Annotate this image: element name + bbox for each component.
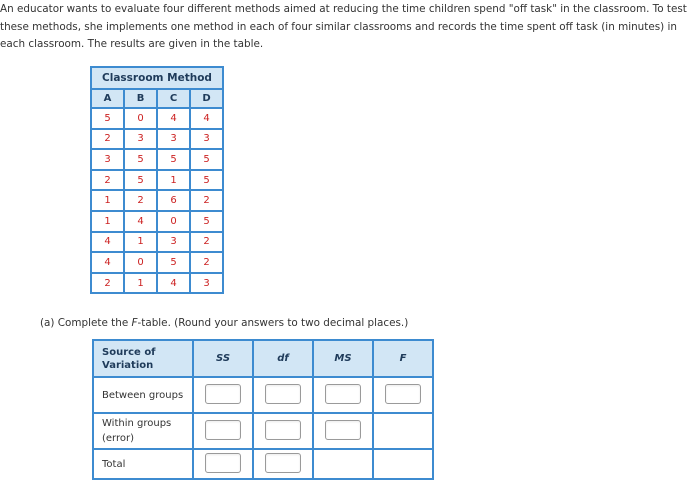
within-f-empty [373, 413, 433, 449]
between-df-input[interactable] [265, 384, 301, 404]
method-col-d: D [190, 89, 223, 108]
method-cell: 5 [190, 211, 223, 232]
method-row [91, 190, 223, 211]
method-row [91, 232, 223, 253]
method-cell: 1 [157, 170, 190, 191]
method-cell: 3 [124, 129, 157, 150]
method-cell: 1 [124, 273, 157, 294]
method-cell: 2 [190, 252, 223, 273]
row-between [93, 377, 433, 413]
instruction-before: (a) Complete the [40, 317, 132, 329]
instruction-f-letter: F [131, 317, 138, 329]
method-cell: 2 [91, 170, 124, 191]
instruction-text [40, 317, 408, 329]
method-cell: 2 [124, 190, 157, 211]
total-f-empty [373, 449, 433, 479]
classroom-method-table [90, 66, 224, 294]
method-row [91, 211, 223, 232]
method-cell: 5 [124, 170, 157, 191]
method-cell: 2 [91, 129, 124, 150]
method-cell: 3 [157, 129, 190, 150]
between-ss-input[interactable] [205, 384, 241, 404]
f-table-header [93, 340, 433, 377]
method-cell: 3 [190, 129, 223, 150]
problem-statement: An educator wants to evaluate four different methods aimed at reducing the time children spend "off task" in the classroom. To test these methods, she implements one method in each of four similar classrooms and records the time spent off task (in minutes) in each classroom. The results are given in the table. [0, 3, 687, 50]
method-cell: 6 [157, 190, 190, 211]
method-cell: 2 [190, 232, 223, 253]
method-cell: 4 [91, 252, 124, 273]
total-ms-empty [313, 449, 373, 479]
within-ss-input[interactable] [205, 420, 241, 440]
header-source: Source of Variation [93, 340, 193, 377]
method-row [91, 273, 223, 294]
f-table [92, 339, 434, 480]
total-df-input[interactable] [265, 453, 301, 473]
method-col-b: B [124, 89, 157, 108]
method-col-a: A [91, 89, 124, 108]
method-table-title: Classroom Method [91, 67, 223, 89]
method-row [91, 252, 223, 273]
method-cell: 4 [157, 108, 190, 129]
between-f-input[interactable] [385, 384, 421, 404]
method-cell: 3 [157, 232, 190, 253]
method-cell: 4 [124, 211, 157, 232]
method-cell: 1 [91, 190, 124, 211]
header-f: F [373, 340, 433, 377]
method-cell: 5 [190, 170, 223, 191]
total-ss-input[interactable] [205, 453, 241, 473]
method-cell: 5 [157, 149, 190, 170]
method-cell: 4 [190, 108, 223, 129]
label-between: Between groups [93, 377, 193, 413]
method-cell: 4 [157, 273, 190, 294]
method-cell: 4 [91, 232, 124, 253]
method-cell: 3 [91, 149, 124, 170]
method-cell: 0 [124, 108, 157, 129]
between-ms-input[interactable] [325, 384, 361, 404]
method-cell: 1 [91, 211, 124, 232]
method-row [91, 129, 223, 150]
header-df: df [253, 340, 313, 377]
method-cell: 2 [91, 273, 124, 294]
method-table-body [91, 108, 223, 293]
method-cell: 5 [91, 108, 124, 129]
header-ss: SS [193, 340, 253, 377]
instruction-after: -table. (Round your answers to two decimal places.) [137, 317, 409, 329]
within-df-input[interactable] [265, 420, 301, 440]
method-row [91, 149, 223, 170]
method-cell: 5 [190, 149, 223, 170]
method-cell: 0 [124, 252, 157, 273]
method-cell: 2 [190, 190, 223, 211]
method-row [91, 170, 223, 191]
method-cell: 3 [190, 273, 223, 294]
method-cell: 5 [124, 149, 157, 170]
header-ms: MS [313, 340, 373, 377]
method-cell: 0 [157, 211, 190, 232]
row-total [93, 449, 433, 479]
within-ms-input[interactable] [325, 420, 361, 440]
method-header-row [91, 89, 223, 108]
row-within [93, 413, 433, 449]
label-within: Within groups (error) [93, 413, 193, 449]
method-row [91, 108, 223, 129]
method-cell: 1 [124, 232, 157, 253]
method-cell: 5 [157, 252, 190, 273]
method-col-c: C [157, 89, 190, 108]
label-total: Total [93, 449, 193, 479]
